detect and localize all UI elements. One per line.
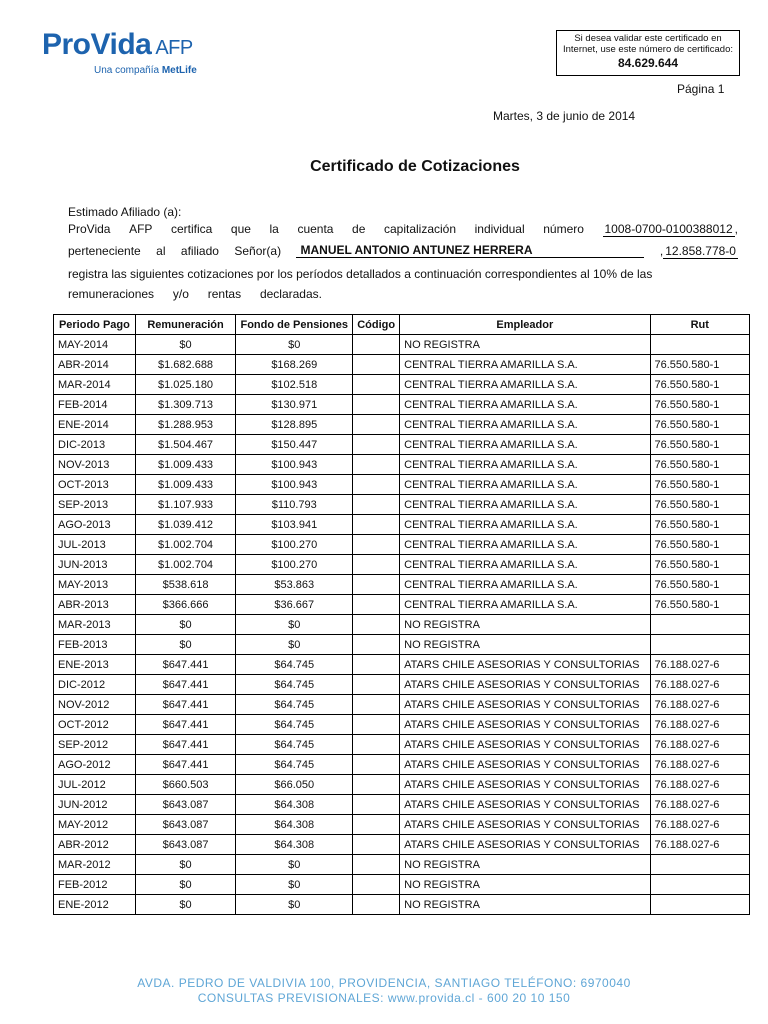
cell-fondo: $100.943 [236,455,353,475]
table-row [54,475,750,495]
cell-fondo: $64.745 [236,735,353,755]
cell-codigo [353,655,400,675]
cell-fondo: $53.863 [236,575,353,595]
page-number: Página 1 [677,82,725,96]
cell-fondo: $64.745 [236,755,353,775]
cell-rut [650,895,749,915]
cell-codigo [353,635,400,655]
cell-rut: 76.550.580-1 [650,395,749,415]
cell-empleador: CENTRAL TIERRA AMARILLA S.A. [400,395,650,415]
header-empleador: Empleador [400,315,650,335]
footer-address: AVDA. PEDRO DE VALDIVIA 100, PROVIDENCIA, SANTIAGO TELÉFONO: 6970040 [137,976,631,990]
table-row [54,735,750,755]
cell-empleador: ATARS CHILE ASESORIAS Y CONSULTORIAS [400,835,650,855]
page-title: Certificado de Cotizaciones [310,158,520,175]
cell-codigo [353,755,400,775]
table-row [54,455,750,475]
cell-codigo [353,895,400,915]
table-row [54,815,750,835]
cell-rut: 76.188.027-6 [650,775,749,795]
table-row [54,575,750,595]
cell-rut: 76.188.027-6 [650,755,749,775]
contributions-table [53,314,750,915]
cell-empleador: ATARS CHILE ASESORIAS Y CONSULTORIAS [400,815,650,835]
cell-remuneracion: $1.107.933 [135,495,235,515]
certificate-number: 84.629.644 [617,56,679,70]
cell-periodo: FEB-2014 [54,395,136,415]
cell-periodo: AGO-2012 [54,755,136,775]
cell-fondo: $0 [236,895,353,915]
cell-empleador: NO REGISTRA [400,335,650,355]
cell-empleador: CENTRAL TIERRA AMARILLA S.A. [400,375,650,395]
cell-rut [650,855,749,875]
cell-remuneracion: $366.666 [135,595,235,615]
cell-fondo: $0 [236,635,353,655]
cell-rut: 76.188.027-6 [650,735,749,755]
cell-codigo [353,415,400,435]
table-row [54,615,750,635]
cell-periodo: JUL-2013 [54,535,136,555]
table-row [54,535,750,555]
cell-fondo: $0 [236,335,353,355]
cell-empleador: NO REGISTRA [400,895,650,915]
cell-periodo: ENE-2013 [54,655,136,675]
cell-codigo [353,435,400,455]
table-row [54,435,750,455]
intro-line-4: remuneraciones y/o rentas declaradas. [68,287,322,301]
cell-rut: 76.188.027-6 [650,695,749,715]
cell-fondo: $100.943 [236,475,353,495]
greeting: Estimado Afiliado (a): [68,205,182,219]
cell-codigo [353,375,400,395]
cell-empleador: ATARS CHILE ASESORIAS Y CONSULTORIAS [400,695,650,715]
table-row [54,855,750,875]
cell-empleador: CENTRAL TIERRA AMARILLA S.A. [400,495,650,515]
cell-fondo: $130.971 [236,395,353,415]
cell-remuneracion: $1.025.180 [135,375,235,395]
table-row [54,375,750,395]
intro-line-2: perteneciente al afiliado Señor(a) MANUEL ANTONIO ANTUNEZ HERRERA , 12.858.778-0 [68,243,736,258]
cell-codigo [353,695,400,715]
cell-empleador: NO REGISTRA [400,855,650,875]
cell-periodo: MAY-2013 [54,575,136,595]
cell-empleador: ATARS CHILE ASESORIAS Y CONSULTORIAS [400,655,650,675]
cell-rut: 76.188.027-6 [650,835,749,855]
cell-periodo: OCT-2012 [54,715,136,735]
cell-codigo [353,455,400,475]
affiliate-rut: 12.858.778-0 [665,244,736,258]
cell-periodo: NOV-2012 [54,695,136,715]
table-row [54,695,750,715]
header-rut: Rut [650,315,749,335]
cell-rut: 76.550.580-1 [650,575,749,595]
cell-codigo [353,775,400,795]
certificate-validation-box [556,30,740,76]
logo-suffix: AFP [155,37,193,59]
intro-line-3: registra las siguientes cotizaciones por los períodos detallados a continuación correspondientes al 10% de las [68,267,653,281]
cell-codigo [353,495,400,515]
header-periodo: Periodo Pago [54,315,136,335]
header-remuneracion: Remuneración [135,315,235,335]
cell-periodo: MAR-2014 [54,375,136,395]
cell-codigo [353,575,400,595]
table-row [54,595,750,615]
cell-empleador: ATARS CHILE ASESORIAS Y CONSULTORIAS [400,795,650,815]
cell-remuneracion: $1.504.467 [135,435,235,455]
cell-codigo [353,715,400,735]
account-number: 1008-0700-0100388012 [604,222,733,236]
table-header-row [54,315,750,335]
cell-periodo: ENE-2014 [54,415,136,435]
cert-box-line2: Internet, use este número de certificado: [562,44,734,55]
cell-codigo [353,555,400,575]
cell-remuneracion: $1.009.433 [135,455,235,475]
cell-remuneracion: $647.441 [135,715,235,735]
intro-line-1: ProVida AFP certifica que la cuenta de capitalización individual número 1008-0700-0100388012 , [68,222,738,236]
header-codigo: Código [353,315,400,335]
cell-empleador: ATARS CHILE ASESORIAS Y CONSULTORIAS [400,755,650,775]
cell-fondo: $64.308 [236,815,353,835]
cell-codigo [353,595,400,615]
cell-codigo [353,395,400,415]
cell-periodo: NOV-2013 [54,455,136,475]
cell-codigo [353,835,400,855]
cell-periodo: FEB-2012 [54,875,136,895]
table-row [54,635,750,655]
cell-remuneracion: $647.441 [135,755,235,775]
issue-date: Martes, 3 de junio de 2014 [493,109,636,123]
cell-rut [650,635,749,655]
cell-empleador: CENTRAL TIERRA AMARILLA S.A. [400,475,650,495]
header-fondo: Fondo de Pensiones [236,315,353,335]
cell-empleador: CENTRAL TIERRA AMARILLA S.A. [400,455,650,475]
logo-brand: ProVida [42,28,152,61]
cell-rut: 76.550.580-1 [650,495,749,515]
logo-tagline: Una compañía MetLife [94,65,197,76]
cell-periodo: DIC-2013 [54,435,136,455]
table-row [54,755,750,775]
cell-fondo: $64.745 [236,695,353,715]
cell-fondo: $100.270 [236,535,353,555]
cell-remuneracion: $538.618 [135,575,235,595]
cell-remuneracion: $647.441 [135,675,235,695]
cell-codigo [353,535,400,555]
cell-periodo: JUN-2012 [54,795,136,815]
table-row [54,895,750,915]
table-row [54,795,750,815]
cell-remuneracion: $1.288.953 [135,415,235,435]
table-row [54,835,750,855]
cell-remuneracion: $0 [135,895,235,915]
cell-rut [650,615,749,635]
cell-fondo: $110.793 [236,495,353,515]
cell-fondo: $0 [236,875,353,895]
cell-empleador: CENTRAL TIERRA AMARILLA S.A. [400,575,650,595]
cell-fondo: $150.447 [236,435,353,455]
table-row [54,355,750,375]
cell-empleador: NO REGISTRA [400,875,650,895]
cell-fondo: $103.941 [236,515,353,535]
cell-codigo [353,475,400,495]
cell-codigo [353,795,400,815]
table-row [54,875,750,895]
cell-codigo [353,615,400,635]
footer-contact: CONSULTAS PREVISIONALES: www.provida.cl - 600 20 10 150 [197,991,571,1005]
cell-remuneracion: $660.503 [135,775,235,795]
cell-codigo [353,355,400,375]
cell-fondo: $64.308 [236,835,353,855]
cell-codigo [353,515,400,535]
cell-rut: 76.550.580-1 [650,355,749,375]
cell-codigo [353,815,400,835]
cell-rut: 76.188.027-6 [650,655,749,675]
cell-empleador: CENTRAL TIERRA AMARILLA S.A. [400,355,650,375]
cell-fondo: $66.050 [236,775,353,795]
cell-periodo: MAY-2014 [54,335,136,355]
cell-remuneracion: $643.087 [135,795,235,815]
cell-remuneracion: $647.441 [135,695,235,715]
table-row [54,555,750,575]
table-row [54,335,750,355]
cell-remuneracion: $0 [135,635,235,655]
cell-empleador: CENTRAL TIERRA AMARILLA S.A. [400,435,650,455]
cell-rut: 76.550.580-1 [650,535,749,555]
cell-rut: 76.188.027-6 [650,675,749,695]
table-body [54,335,750,915]
cell-remuneracion: $0 [135,855,235,875]
table-row [54,715,750,735]
cell-periodo: OCT-2013 [54,475,136,495]
cell-fondo: $0 [236,615,353,635]
cell-codigo [353,855,400,875]
cell-rut: 76.550.580-1 [650,555,749,575]
cell-codigo [353,335,400,355]
cell-periodo: ABR-2014 [54,355,136,375]
cell-remuneracion: $643.087 [135,835,235,855]
cert-box-line1: Si desea validar este certificado en [574,33,722,44]
cell-rut: 76.550.580-1 [650,595,749,615]
cell-rut: 76.188.027-6 [650,795,749,815]
cell-codigo [353,675,400,695]
cell-empleador: CENTRAL TIERRA AMARILLA S.A. [400,595,650,615]
cell-remuneracion: $1.309.713 [135,395,235,415]
affiliate-name: MANUEL ANTONIO ANTUNEZ HERRERA [296,243,644,258]
cell-rut: 76.550.580-1 [650,515,749,535]
table-row [54,655,750,675]
cell-empleador: ATARS CHILE ASESORIAS Y CONSULTORIAS [400,715,650,735]
cell-periodo: DIC-2012 [54,675,136,695]
cell-periodo: MAR-2012 [54,855,136,875]
cell-periodo: SEP-2012 [54,735,136,755]
cell-fondo: $64.308 [236,795,353,815]
cell-periodo: JUL-2012 [54,775,136,795]
table-row [54,495,750,515]
cell-remuneracion: $0 [135,615,235,635]
cell-periodo: MAY-2012 [54,815,136,835]
cell-fondo: $102.518 [236,375,353,395]
cell-empleador: NO REGISTRA [400,615,650,635]
cell-remuneracion: $1.039.412 [135,515,235,535]
cell-rut: 76.550.580-1 [650,375,749,395]
table-row [54,515,750,535]
cell-rut [650,335,749,355]
cell-rut: 76.550.580-1 [650,435,749,455]
cell-remuneracion: $1.002.704 [135,555,235,575]
cell-rut: 76.550.580-1 [650,475,749,495]
cell-empleador: ATARS CHILE ASESORIAS Y CONSULTORIAS [400,675,650,695]
table-row [54,395,750,415]
cell-rut: 76.188.027-6 [650,815,749,835]
table-row [54,775,750,795]
cell-remuneracion: $0 [135,335,235,355]
cell-fondo: $36.667 [236,595,353,615]
cell-periodo: MAR-2013 [54,615,136,635]
cell-fondo: $64.745 [236,655,353,675]
cell-rut: 76.550.580-1 [650,415,749,435]
cell-fondo: $168.269 [236,355,353,375]
cell-fondo: $128.895 [236,415,353,435]
cell-remuneracion: $1.682.688 [135,355,235,375]
cell-periodo: FEB-2013 [54,635,136,655]
cell-empleador: CENTRAL TIERRA AMARILLA S.A. [400,415,650,435]
cell-fondo: $64.745 [236,715,353,735]
cell-empleador: ATARS CHILE ASESORIAS Y CONSULTORIAS [400,735,650,755]
cell-fondo: $64.745 [236,675,353,695]
cell-empleador: CENTRAL TIERRA AMARILLA S.A. [400,515,650,535]
cell-remuneracion: $0 [135,875,235,895]
cell-fondo: $100.270 [236,555,353,575]
cell-periodo: ABR-2013 [54,595,136,615]
cell-periodo: ENE-2012 [54,895,136,915]
cell-empleador: NO REGISTRA [400,635,650,655]
cell-remuneracion: $647.441 [135,655,235,675]
cell-remuneracion: $1.002.704 [135,535,235,555]
cell-periodo: SEP-2013 [54,495,136,515]
cell-remuneracion: $643.087 [135,815,235,835]
table-row [54,675,750,695]
cell-remuneracion: $1.009.433 [135,475,235,495]
cell-periodo: JUN-2013 [54,555,136,575]
cell-codigo [353,875,400,895]
cell-empleador: CENTRAL TIERRA AMARILLA S.A. [400,555,650,575]
cell-rut [650,875,749,895]
table-row [54,415,750,435]
cell-periodo: AGO-2013 [54,515,136,535]
cell-empleador: ATARS CHILE ASESORIAS Y CONSULTORIAS [400,775,650,795]
provida-logo [42,30,197,76]
cell-codigo [353,735,400,755]
cell-rut: 76.550.580-1 [650,455,749,475]
cell-fondo: $0 [236,855,353,875]
cell-periodo: ABR-2012 [54,835,136,855]
cell-rut: 76.188.027-6 [650,715,749,735]
cell-empleador: CENTRAL TIERRA AMARILLA S.A. [400,535,650,555]
cell-remuneracion: $647.441 [135,735,235,755]
